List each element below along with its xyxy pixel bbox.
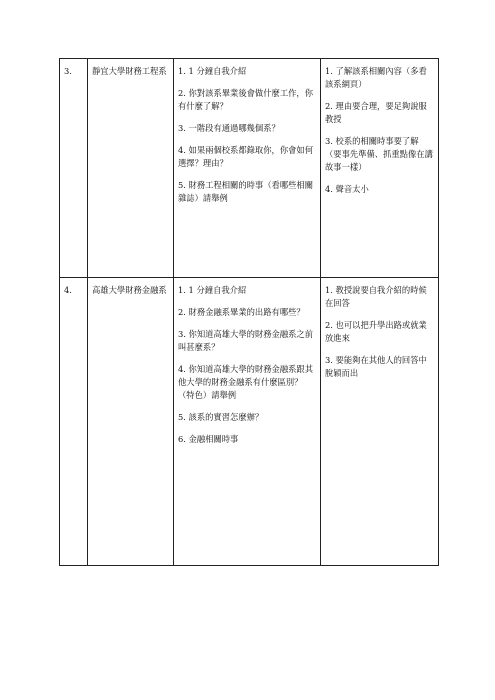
note-item: 2. 理由要合理，要足夠說服教授 [325, 101, 427, 124]
row-number: 3. [60, 59, 88, 278]
note-item: 3. 要能夠在其他人的回答中脫穎而出 [325, 355, 427, 378]
notes-cell [321, 59, 439, 278]
note-item: 2. 也可以把升學出路或就業放進來 [325, 320, 427, 343]
interview-table [59, 58, 439, 566]
questions-cell [174, 278, 321, 566]
note-item: 1. 教授說要自我介紹的時候在回答 [325, 285, 427, 308]
question-item: 1. 1 分鐘自我介紹 [178, 285, 247, 295]
question-item: 3. 你知道高雄大學的財務金融系之前叫甚麼系？ [178, 329, 314, 352]
question-item: 4. 你知道高雄大學的財務金融系跟其他大學的財務金融系有什麼區別？（特色）請舉例 [178, 364, 314, 400]
note-item: 4. 聲音太小 [325, 184, 369, 194]
question-item: 3. 一階段有通過哪幾個系？ [178, 123, 280, 133]
question-item: 6. 金融相關時事 [178, 434, 239, 444]
table-row [60, 278, 439, 566]
note-item: 3. 校系的相關時事要了解（要事先準備、抓重點像在講故事一樣） [325, 136, 433, 172]
notes-cell [321, 278, 439, 566]
question-item: 5. 財務工程相關的時事（看哪些相關雜誌）請舉例 [178, 180, 314, 203]
note-item: 1. 了解該系相關內容（多看該系網頁） [325, 66, 427, 89]
row-number: 4. [60, 278, 88, 566]
question-item: 1. 1 分鐘自我介紹 [178, 66, 247, 76]
questions-cell [174, 59, 321, 278]
school-department: 靜宜大學財務工程系 [88, 59, 174, 278]
question-item: 4. 如果兩個校系都錄取你，你會如何選擇？理由？ [178, 145, 314, 168]
table-row [60, 59, 439, 278]
question-item: 2. 你對該系畢業後會做什麼工作，你有什麼了解？ [178, 88, 314, 111]
question-item: 5. 該系的實習怎麼辦？ [178, 412, 264, 422]
school-department: 高雄大學財務金融系 [88, 278, 174, 566]
question-item: 2. 財務金融系畢業的出路有哪些？ [178, 307, 305, 317]
